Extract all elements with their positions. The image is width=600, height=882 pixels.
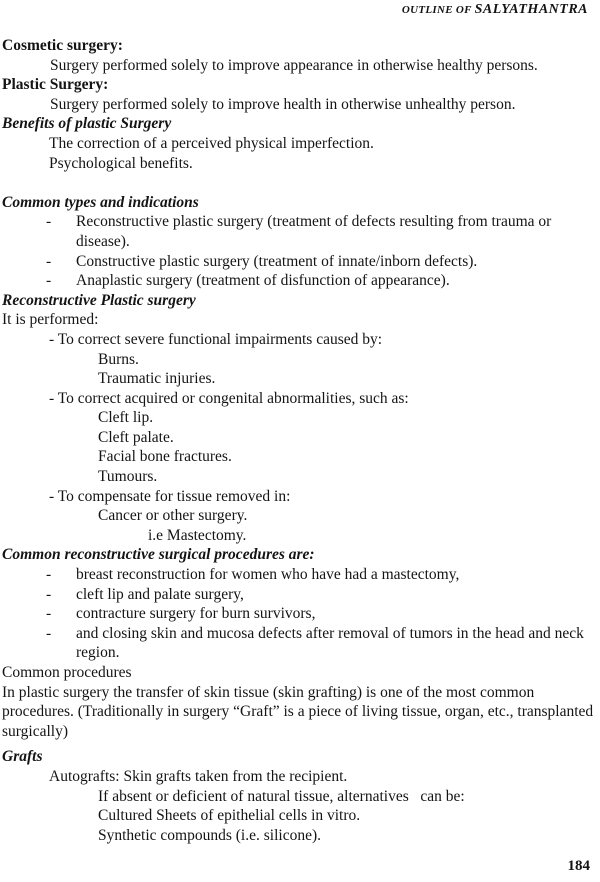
list-item — [2, 585, 596, 605]
group-item: Tumours. — [98, 468, 158, 486]
benefits-item: Psychological benefits. — [49, 154, 193, 172]
dash-bullet: - — [46, 566, 52, 584]
graft-item: Cultured Sheets of epithelial cells in vitro. — [98, 807, 361, 825]
list-item-text: Constructive plastic surgery (treatment of innate/inborn defects). — [76, 252, 478, 270]
list-item — [2, 252, 596, 272]
benefits-heading: Benefits of plastic Surgery — [2, 115, 172, 133]
list-item-text: contracture surgery for burn survivors, — [76, 605, 316, 623]
cosmetic-text: Surgery performed solely to improve appearance in otherwise healthy persons. — [50, 56, 538, 74]
list-item-text: cleft lip and palate surgery, — [76, 585, 244, 603]
group-item: Burns. — [98, 350, 139, 368]
list-item-text: and closing skin and mucosa defects after removal of tumors in the head and neck region. — [76, 624, 584, 662]
types-heading: Common types and indications — [2, 193, 199, 211]
spacer — [2, 173, 596, 193]
running-header — [402, 2, 588, 18]
group-item: Traumatic injuries. — [98, 370, 216, 388]
dash-bullet: - — [46, 272, 52, 290]
list-item-text: breast reconstruction for women who have had a mastectomy, — [76, 566, 460, 584]
autografts-text: Autografts: Skin grafts taken from the recipient. — [49, 767, 348, 785]
cosmetic-heading: Cosmetic surgery: — [2, 37, 123, 54]
page-body — [2, 36, 596, 845]
group-label: - To correct severe functional impairments caused by: — [49, 330, 383, 348]
grafts-heading: Grafts — [2, 748, 43, 766]
list-item-text: Anaplastic surgery (treatment of disfunction of appearance). — [76, 272, 450, 290]
group-item: Facial bone fractures. — [98, 448, 232, 466]
dash-bullet: - — [46, 624, 52, 642]
benefits-item: The correction of a perceived physical imperfection. — [49, 134, 374, 152]
plastic-text: Surgery performed solely to improve health in otherwise unhealthy person. — [50, 95, 516, 113]
graft-item: If absent or deficient of natural tissue, alternatives can be: — [98, 787, 465, 805]
list-item — [2, 271, 596, 291]
group-subitem: i.e Mastectomy. — [148, 526, 247, 544]
reconstructive-heading: Reconstructive Plastic surgery — [2, 291, 196, 309]
list-item-text: Reconstructive plastic surgery (treatment of defects resulting from trauma or disease). — [76, 213, 552, 250]
dash-bullet: - — [46, 252, 52, 270]
group-item: Cleft lip. — [98, 409, 154, 427]
reconstructive-intro: It is performed: — [2, 311, 99, 329]
list-item — [2, 565, 596, 585]
list-item — [2, 212, 596, 251]
group-item: Cleft palate. — [98, 428, 174, 446]
list-item — [2, 604, 596, 624]
graft-item: Synthetic compounds (i.e. silicone). — [98, 826, 321, 844]
procedures-heading: Common reconstructive surgical procedures are: — [2, 546, 315, 564]
plastic-heading: Plastic Surgery: — [2, 76, 109, 94]
dash-bullet: - — [46, 605, 52, 623]
group-item: Cancer or other surgery. — [98, 507, 248, 525]
group-label: - To correct acquired or congenital abnormalities, such as: — [49, 389, 409, 407]
list-item — [2, 624, 596, 663]
header-right: SALYATHANTRA — [474, 2, 588, 17]
common-procedures-label: Common procedures — [2, 664, 132, 681]
header-left: OUTLINE OF — [401, 4, 472, 16]
grafting-paragraph: In plastic surgery the transfer of skin tissue (skin grafting) is one of the most common procedures. (Traditionally in surgery “Graft” is a piece of living tissue, organ, etc., transplanted surgically) — [2, 683, 594, 740]
page-number: 184 — [567, 858, 590, 874]
group-label: - To compensate for tissue removed in: — [49, 487, 291, 505]
dash-bullet: - — [46, 213, 52, 231]
dash-bullet: - — [46, 585, 52, 603]
